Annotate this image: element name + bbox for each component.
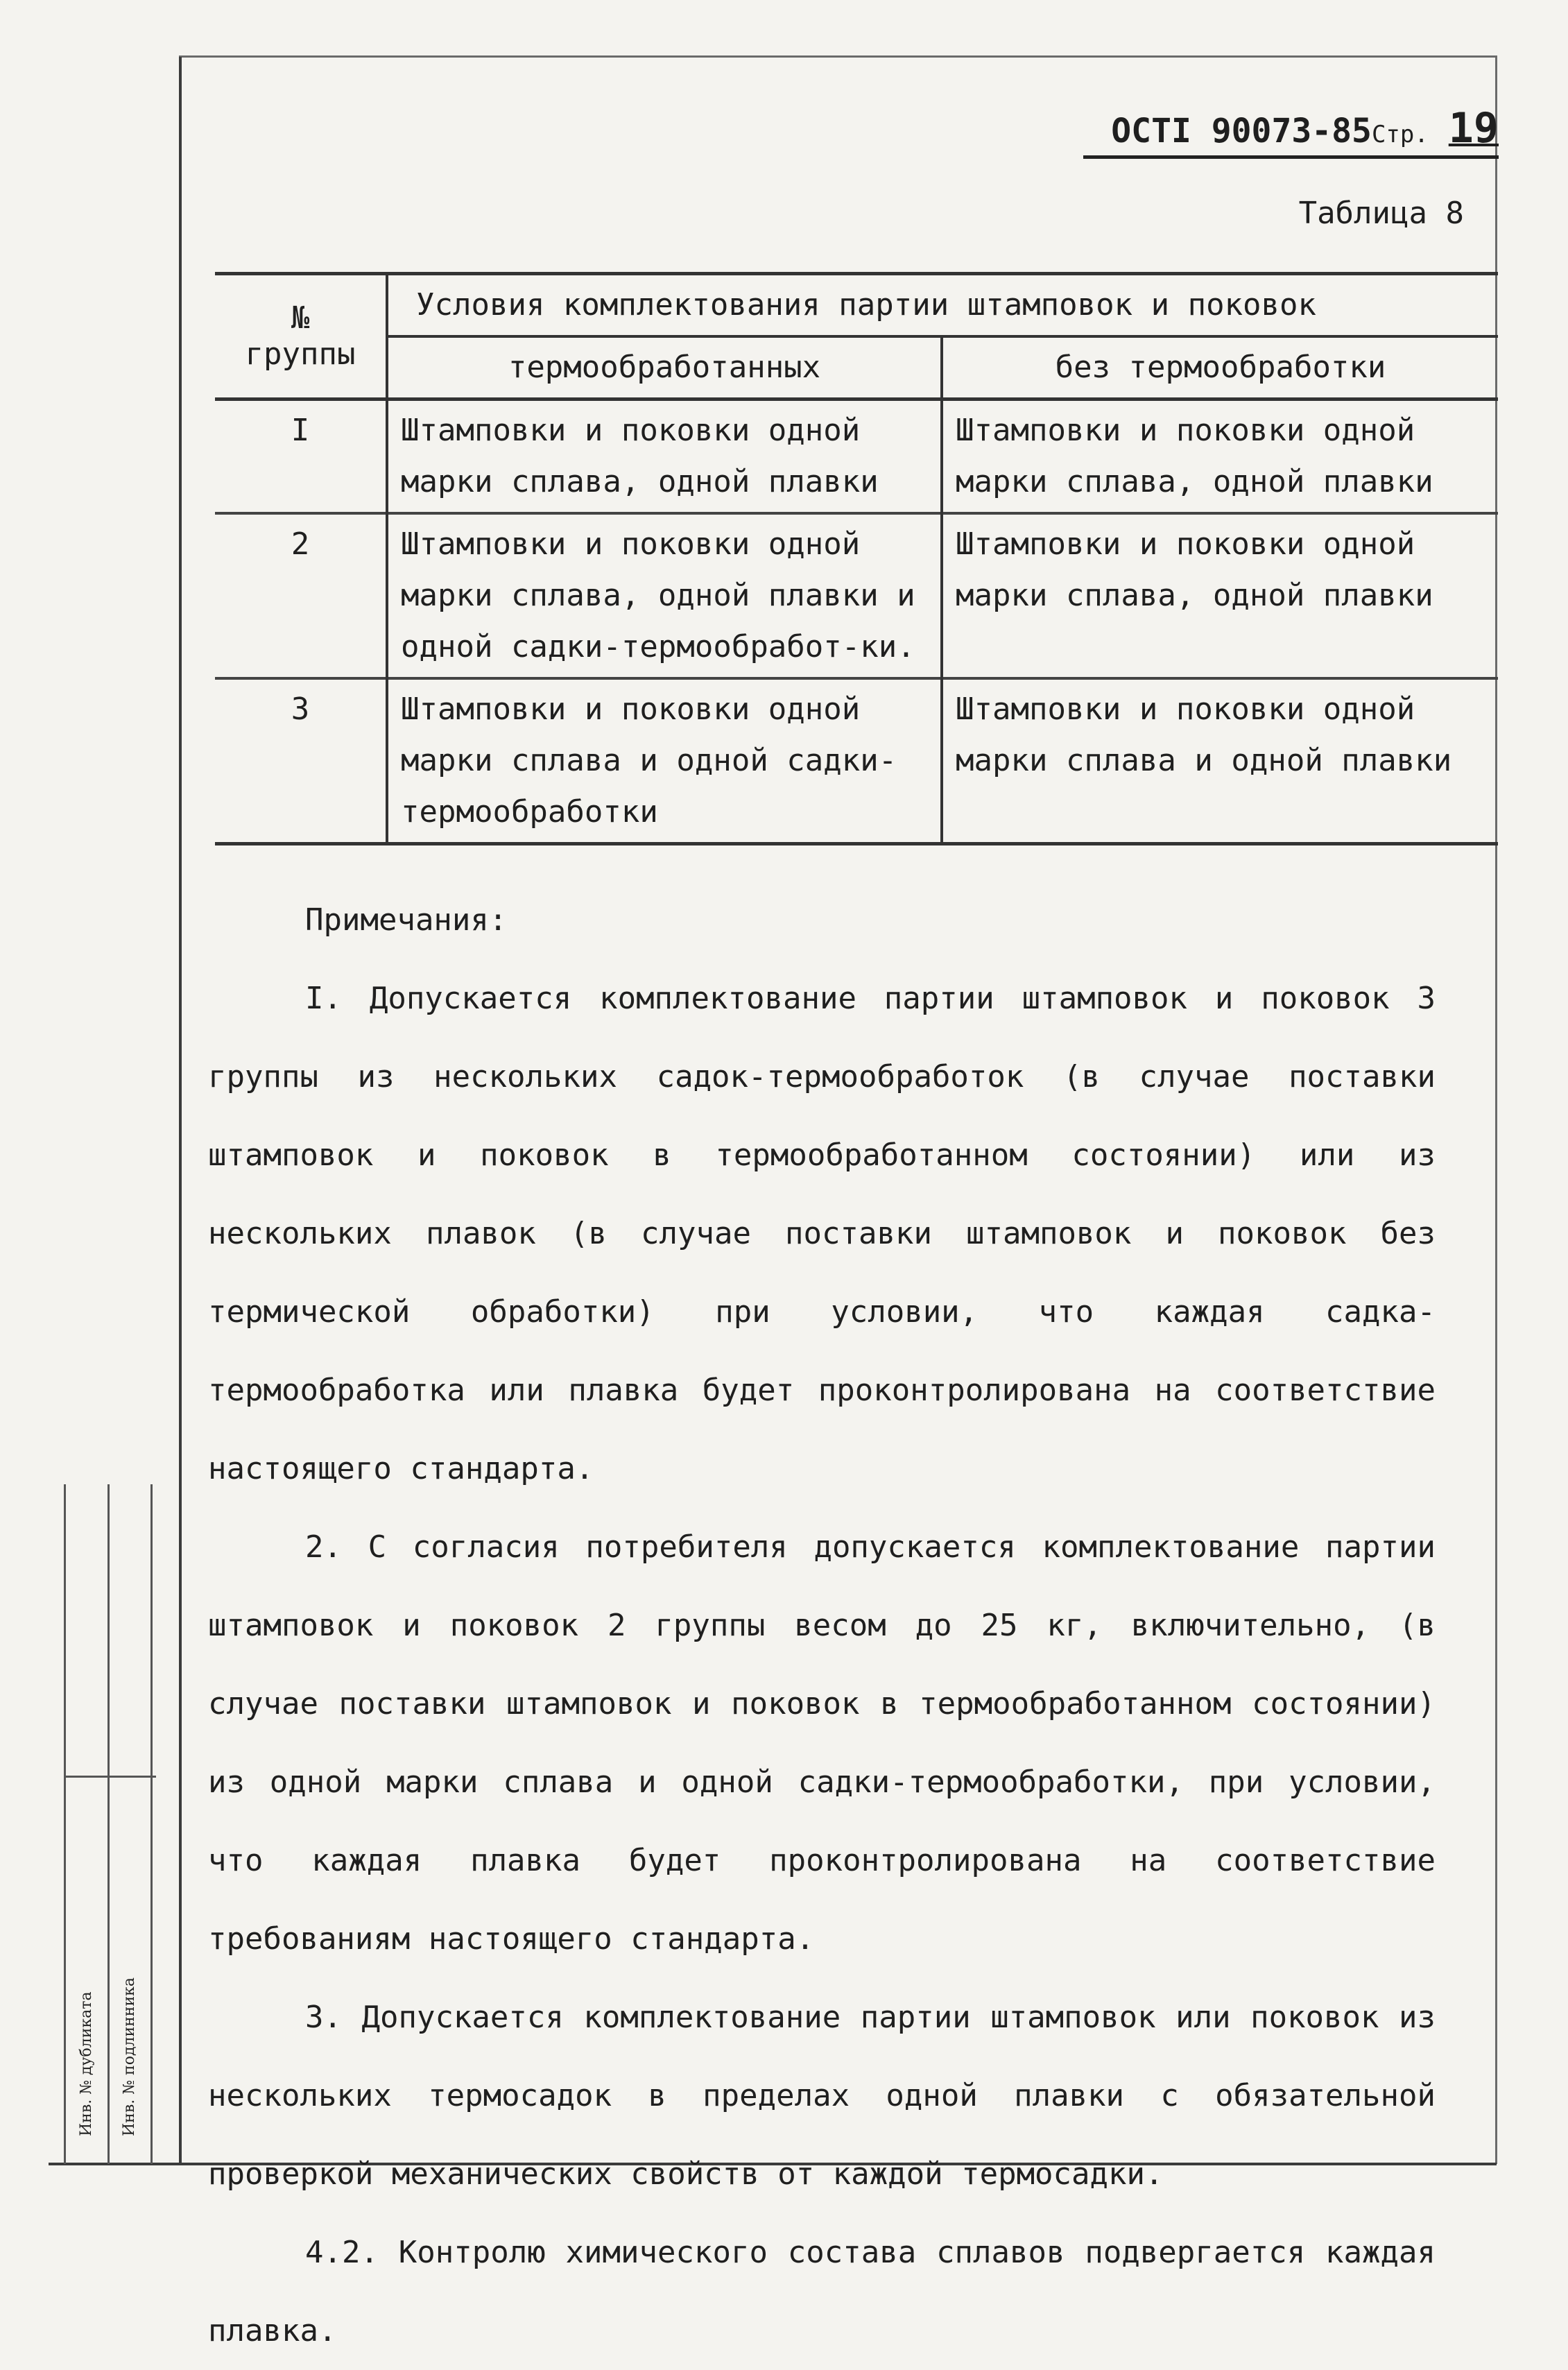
page-label: Стр. (1371, 121, 1429, 148)
heat-treated-cell: Штамповки и поковки одной марки сплава и одной садки-термообработки (387, 678, 942, 844)
page-number: 19 (1448, 104, 1499, 153)
no-heat-cell: Штамповки и поковки одной марки сплава, одной плавки (956, 413, 1433, 499)
table-row (215, 400, 1498, 514)
table-caption: Таблица 8 (1298, 196, 1464, 231)
table-row (215, 513, 1498, 678)
group-number-cell: I (215, 400, 387, 514)
standard-code: ОСТI 90073-85 (1111, 112, 1372, 151)
frame-top-border (179, 55, 1497, 58)
notes-title: Примечания: (305, 902, 508, 938)
stamp-label-original: Инв. № подлинника (121, 1977, 138, 2136)
note-1: I. Допускается комплектование партии штамповок и поковок 3 группы из нескольких садок-термообработок (в случае поставки штамповок и поковок в термообработанном состоянии) или из нескольких плавок (в случае поставки штамповок и поковок без термической обработки) при условии, что каждая садка-термообработка или плавка будет проконтролирована на соответствие настоящего стандарта. (208, 981, 1436, 1486)
clause-4-2: 4.2. Контролю химического состава сплавов подвергается каждая плавка. (208, 2235, 1436, 2348)
no-heat-cell: Штамповки и поковки одной марки сплава и одной плавки (956, 692, 1452, 778)
notes-section (208, 881, 1436, 2370)
table-header-row (215, 274, 1498, 337)
heat-treated-cell: Штамповки и поковки одной марки сплава, одной плавки и одной садки-термообработ-ки. (387, 513, 942, 678)
header-group-number-text: № группы (245, 300, 356, 372)
header-no-heat-treatment: без термообработки (942, 336, 1498, 400)
table-subheader-row (215, 336, 1498, 400)
group-number-cell: 3 (215, 678, 387, 844)
frame-left-border (179, 57, 182, 2165)
side-registration-stamp (64, 1484, 156, 2164)
stamp-label-duplicate: Инв. № дубликата (78, 1991, 95, 2136)
group-conditions-table (215, 272, 1498, 845)
note-3: 3. Допускается комплектование партии штамповок или поковок из нескольких термосадок в пределах одной плавки с обязательной проверкой механических свойств от каждой термосадки. (208, 2000, 1436, 2192)
stamp-divider (66, 1776, 156, 1778)
document-header (1083, 104, 1499, 159)
header-group-number (215, 274, 387, 400)
heat-treated-cell: Штамповки и поковки одной марки сплава, одной плавки (387, 400, 942, 514)
no-heat-cell: Штамповки и поковки одной марки сплава, одной плавки (956, 526, 1433, 613)
note-2: 2. С согласия потребителя допускается комплектование партии штамповок и поковок 2 группы весом до 25 кг, включительно, (в случае поставки штамповок и поковок в термообработанном состоянии) из одной марки сплава и одной садки-термообработки, при условии, что каждая плавка будет проконтролирована на соответствие требованиям настоящего стандарта. (208, 1529, 1436, 1957)
header-heat-treated: термообработанных (387, 336, 942, 400)
group-number-cell: 2 (215, 513, 387, 678)
table-row (215, 678, 1498, 844)
header-conditions: Условия комплектования партии штамповок и поковок (387, 274, 1498, 337)
